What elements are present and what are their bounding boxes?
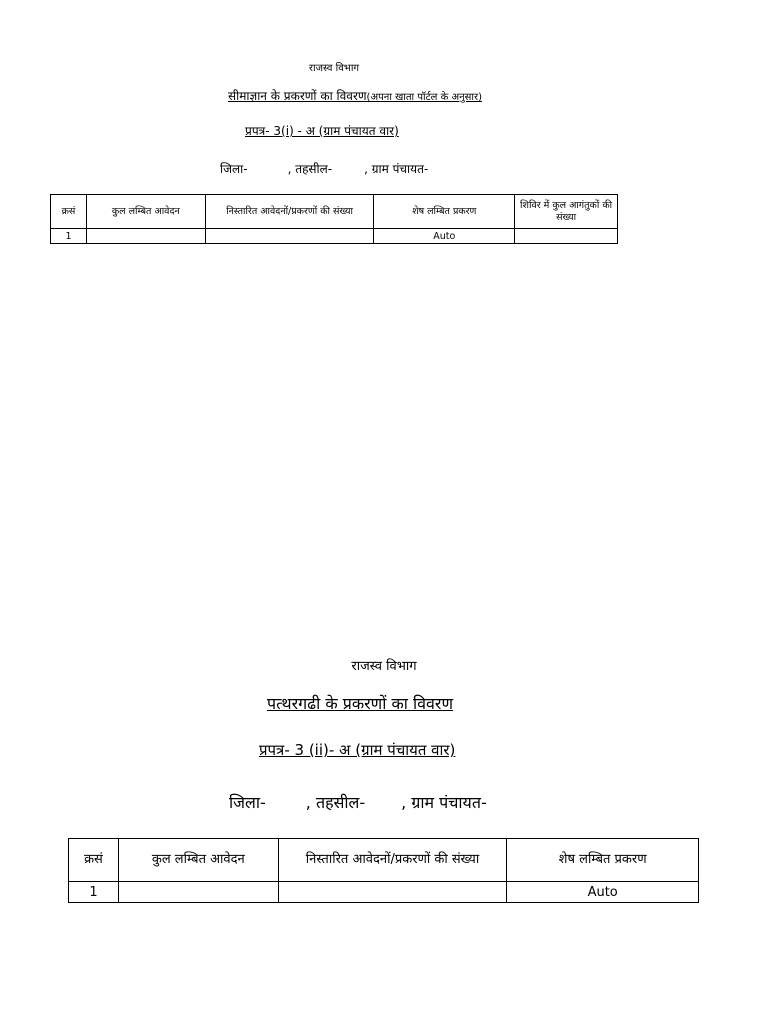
section2-cell-remaining: Auto bbox=[507, 882, 699, 903]
section1-header-remaining: शेष लम्बित प्रकरण bbox=[374, 195, 515, 229]
section1-header-pending: कुल लम्बित आवेदन bbox=[86, 195, 205, 229]
section2-location-line bbox=[229, 791, 487, 813]
table-row bbox=[69, 882, 699, 903]
section2-form-label: प्रपत्र- 3 (ii)- अ (ग्राम पंचायत वार) bbox=[259, 741, 456, 759]
section1-title-sub: (अपना खाता पॉर्टल के अनुसार) bbox=[366, 92, 482, 103]
section2-header-serial: क्रसं bbox=[69, 839, 119, 882]
section2-table bbox=[68, 838, 699, 903]
section2-header-remaining: शेष लम्बित प्रकरण bbox=[507, 839, 699, 882]
section2-title: पत्थरगढी के प्रकरणों का विवरण bbox=[267, 694, 454, 713]
section1-department: राजस्व विभाग bbox=[308, 63, 360, 74]
section1-location-line bbox=[220, 160, 428, 177]
section1-title bbox=[228, 87, 482, 104]
section2-header-disposed: निस्तारित आवेदनों/प्रकरणों की संख्या bbox=[278, 839, 507, 882]
section1-header-visitors: शिविर में कुल आगंतुकों की संख्या bbox=[515, 195, 618, 229]
section2-district-label: जिला- bbox=[229, 793, 266, 812]
section1-tehsil-label: , तहसील- bbox=[287, 162, 333, 176]
section1-header-serial: क्रसं bbox=[51, 195, 87, 229]
section2-cell-disposed bbox=[278, 882, 507, 903]
section1-panchayat-label: , ग्राम पंचायत- bbox=[364, 162, 429, 176]
section1-table bbox=[50, 194, 618, 244]
section2-department: राजस्व विभाग bbox=[351, 659, 417, 674]
section1-title-main: सीमाज्ञान के प्रकरणों का विवरण bbox=[228, 89, 367, 103]
section2-panchayat-label: , ग्राम पंचायत- bbox=[401, 793, 487, 812]
section2-header-pending: कुल लम्बित आवेदन bbox=[118, 839, 278, 882]
section2-cell-serial: 1 bbox=[69, 882, 119, 903]
section1-table-header-row bbox=[51, 195, 618, 229]
table-row bbox=[51, 229, 618, 244]
section2-tehsil-label: , तहसील- bbox=[305, 793, 366, 812]
section1-form-label: प्रपत्र- 3(i) - अ (ग्राम पंचायत वार) bbox=[245, 124, 399, 138]
section1-cell-visitors bbox=[515, 229, 618, 244]
section2-table-header-row bbox=[69, 839, 699, 882]
section1-district-label: जिला- bbox=[220, 162, 248, 176]
section1-cell-disposed bbox=[205, 229, 374, 244]
section1-cell-pending bbox=[86, 229, 205, 244]
section1-header-disposed: निस्तारित आवेदनों/प्रकरणों की संख्या bbox=[205, 195, 374, 229]
section1-cell-remaining: Auto bbox=[374, 229, 515, 244]
section2-cell-pending bbox=[118, 882, 278, 903]
section1-cell-serial: 1 bbox=[51, 229, 87, 244]
